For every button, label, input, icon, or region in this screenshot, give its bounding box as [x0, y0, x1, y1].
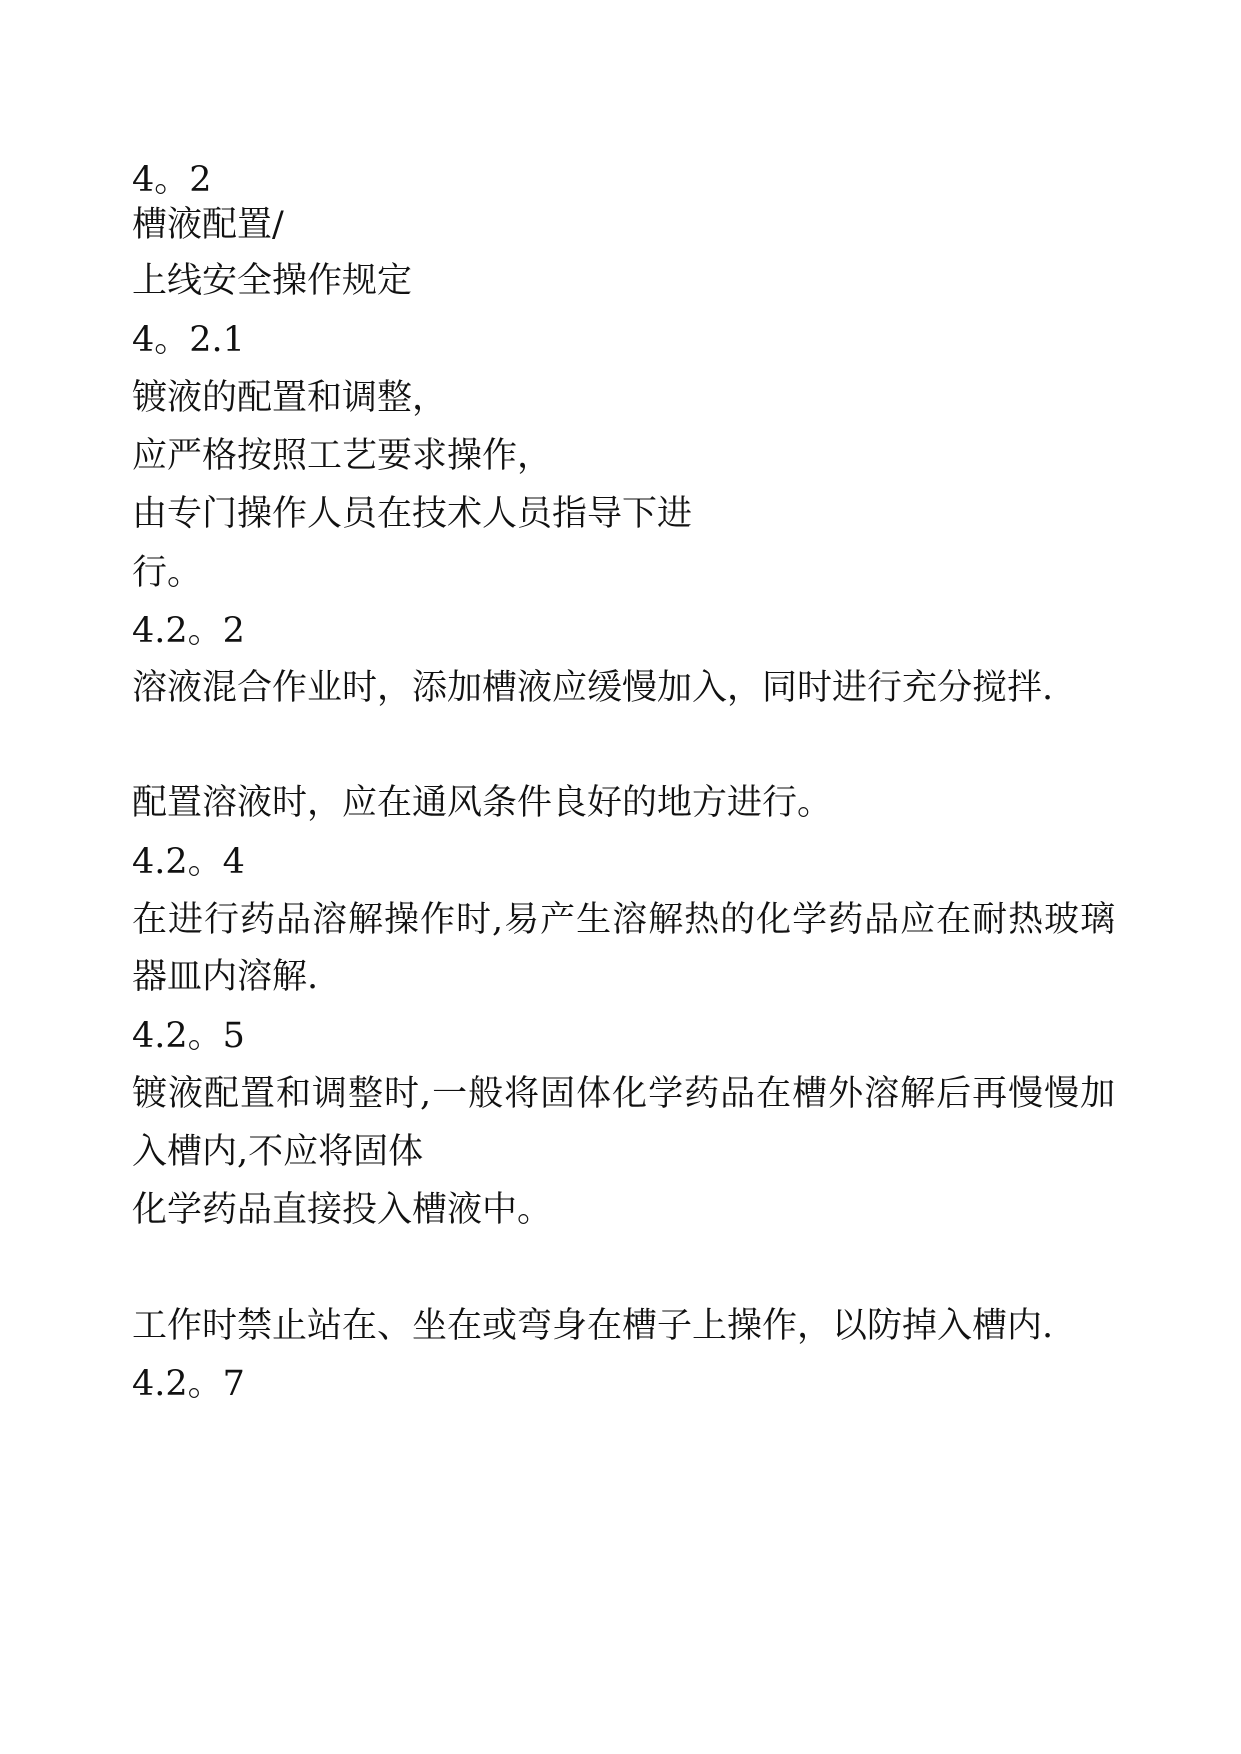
section-heading: 槽液配置/ — [132, 205, 284, 245]
paragraph-line: 行。 — [132, 553, 203, 593]
paragraph-line: 器皿内溶解. — [132, 957, 319, 997]
clause-number: 4.2。2 — [132, 611, 245, 651]
paragraph-line: 入槽内,不应将固体 — [132, 1132, 424, 1172]
paragraph-line: 应严格按照工艺要求操作， — [132, 436, 553, 476]
paragraph-line: 化学药品直接投入槽液中。 — [132, 1190, 553, 1230]
clause-number: 4.2。7 — [132, 1364, 245, 1404]
clause-number: 4。2.1 — [132, 320, 245, 360]
section-number: 4。2 — [132, 160, 212, 200]
paragraph-line: 配置溶液时，应在通风条件良好的地方进行。 — [132, 783, 833, 823]
section-heading-continued: 上线安全操作规定 — [132, 261, 413, 301]
paragraph-line: 工作时禁止站在、坐在或弯身在槽子上操作，以防掉入槽内. — [132, 1306, 1054, 1346]
clause-number: 4.2。4 — [132, 842, 245, 882]
paragraph-line: 在进行药品溶解操作时,易产生溶解热的化学药品应在耐热玻璃 — [132, 900, 1117, 940]
clause-number: 4.2。5 — [132, 1016, 245, 1056]
paragraph-line: 镀液配置和调整时,一般将固体化学药品在槽外溶解后再慢慢加 — [132, 1074, 1117, 1114]
paragraph-line: 由专门操作人员在技术人员指导下进 — [132, 494, 693, 534]
paragraph-line: 镀液的配置和调整， — [132, 378, 448, 418]
paragraph-line: 溶液混合作业时，添加槽液应缓慢加入，同时进行充分搅拌. — [132, 668, 1054, 708]
